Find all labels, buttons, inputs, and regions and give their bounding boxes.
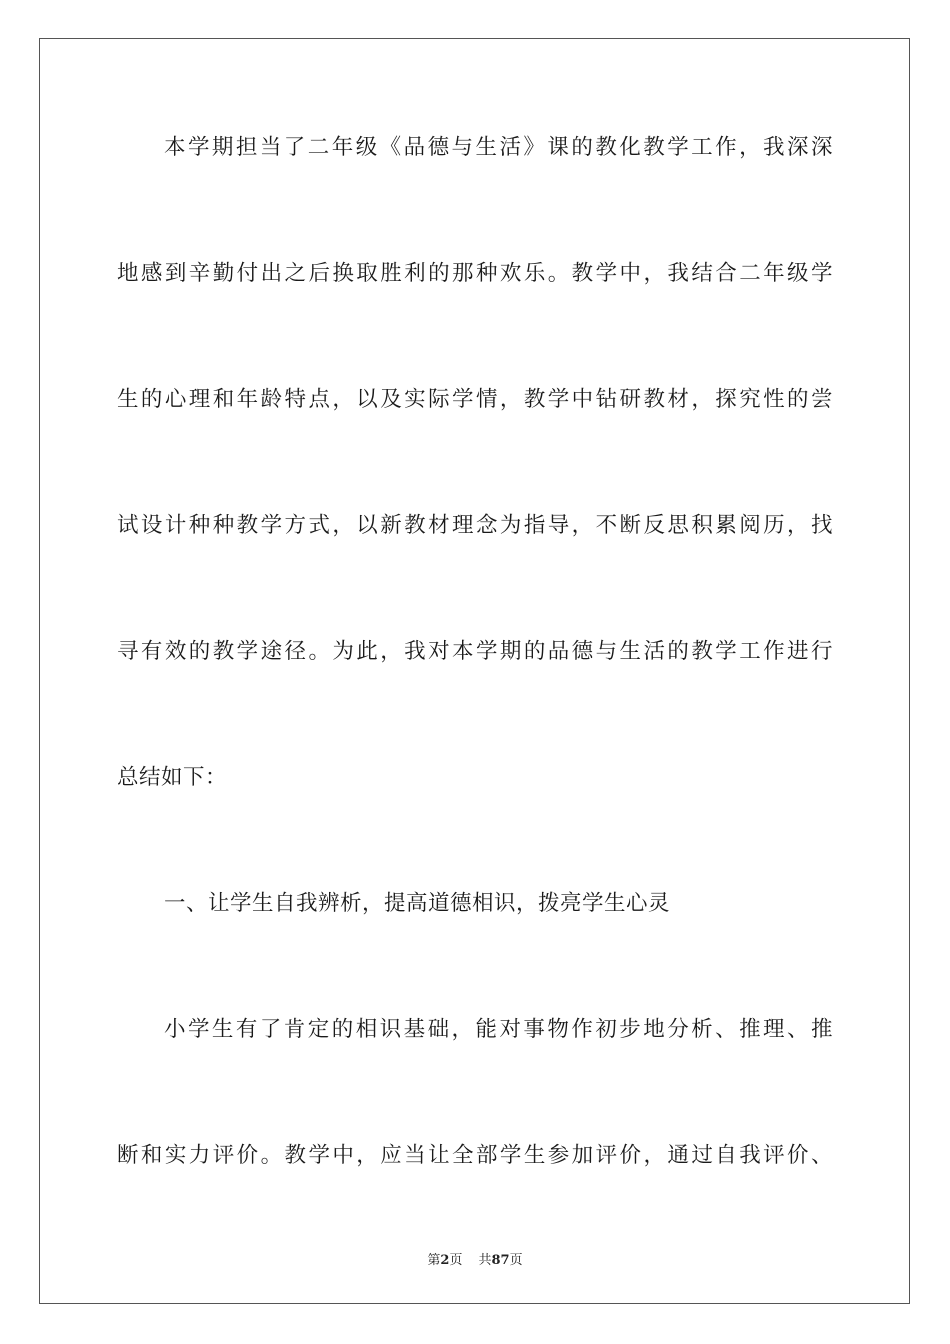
paragraph-line: 总结如下： bbox=[117, 765, 228, 790]
total-prefix: 共 bbox=[478, 1253, 492, 1268]
page-footer bbox=[0, 1249, 950, 1268]
total-unit: 页 bbox=[509, 1253, 523, 1268]
paragraph-line: 寻有效的教学途径。为此，我对本学期的品德与生活的教学工作进行 bbox=[117, 639, 833, 664]
paragraph-line: 小学生有了肯定的相识基础，能对事物作初步地分析、推理、推 bbox=[164, 1017, 833, 1042]
page-prefix: 第 bbox=[427, 1253, 441, 1268]
page-unit: 页 bbox=[449, 1253, 463, 1268]
paragraph-line: 断和实力评价。教学中，应当让全部学生参加评价，通过自我评价、 bbox=[117, 1143, 833, 1168]
document-body bbox=[117, 128, 833, 1262]
total-pages: 87 bbox=[491, 1253, 510, 1268]
paragraph-line: 本学期担当了二年级《品德与生活》课的教化教学工作，我深深 bbox=[164, 135, 833, 160]
page-number: 2 bbox=[440, 1253, 450, 1268]
paragraph-line: 生的心理和年龄特点，以及实际学情，教学中钻研教材，探究性的尝 bbox=[117, 387, 833, 412]
paragraph-line: 地感到辛勤付出之后换取胜利的那种欢乐。教学中，我结合二年级学 bbox=[117, 261, 833, 286]
paragraph-line: 试设计种种教学方式，以新教材理念为指导，不断反思积累阅历，找 bbox=[117, 513, 833, 538]
section-heading: 一、让学生自我辨析，提高道德相识，拨亮学生心灵 bbox=[164, 891, 671, 916]
